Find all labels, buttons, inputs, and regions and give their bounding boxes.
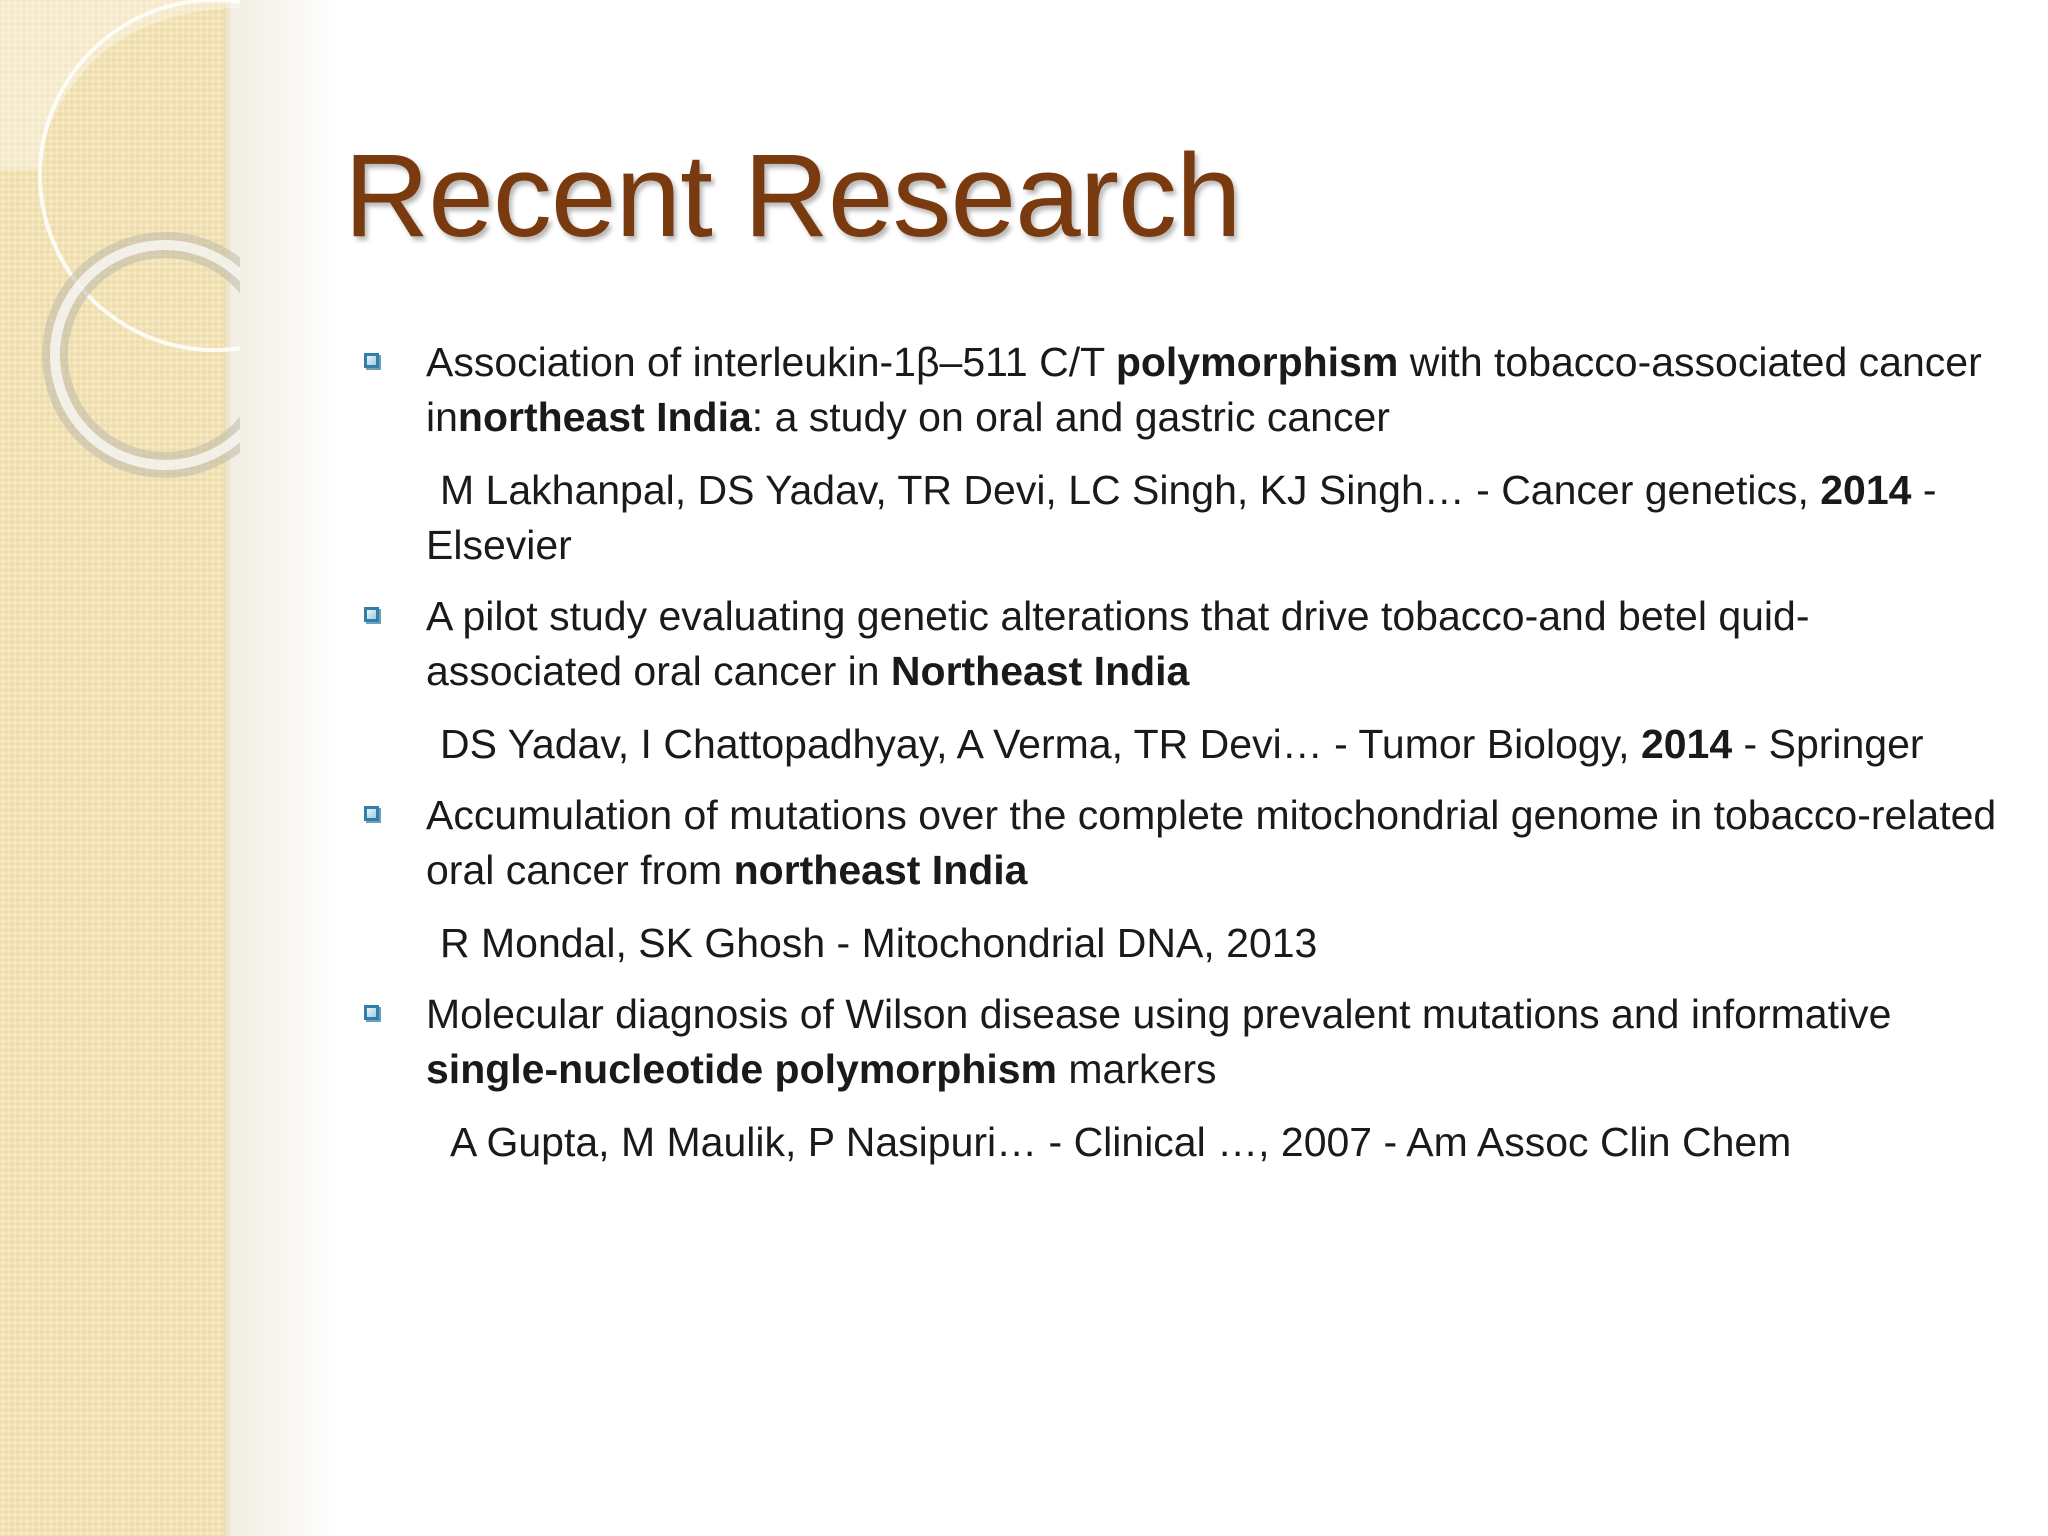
- square-bullet-icon: [364, 607, 379, 622]
- list-item: [360, 589, 2000, 772]
- page-title: Recent Research: [344, 130, 1241, 262]
- list-item: [360, 987, 2000, 1170]
- paper-title: Molecular diagnosis of Wilson disease using prevalent mutations and informative single-nucleotide polymorphism markers: [426, 991, 1892, 1092]
- paper-authors: DS Yadav, I Chattopadhyay, A Verma, TR Devi… - Tumor Biology, 2014 - Springer: [440, 721, 1924, 767]
- paper-authors: M Lakhanpal, DS Yadav, TR Devi, LC Singh, KJ Singh… - Cancer genetics, 2014 - Elsevier: [426, 467, 1937, 568]
- square-bullet-icon: [364, 353, 379, 368]
- decorative-rings-icon: [0, 0, 240, 520]
- list-item: [360, 335, 2000, 573]
- paper-title: A pilot study evaluating genetic alterations that drive tobacco-and betel quid-associated oral cancer in Northeast India: [426, 593, 1810, 694]
- paper-authors: R Mondal, SK Ghosh - Mitochondrial DNA, 2013: [440, 920, 1318, 966]
- research-list: [360, 335, 2000, 1186]
- paper-title: Association of interleukin-1β–511 C/T polymorphism with tobacco-associated cancer innortheast India: a study on oral and gastric cancer: [426, 339, 1982, 440]
- paper-title: Accumulation of mutations over the complete mitochondrial genome in tobacco-related oral cancer from northeast India: [426, 792, 1997, 893]
- side-band-shadow: [228, 0, 338, 1536]
- paper-authors: A Gupta, M Maulik, P Nasipuri… - Clinical …, 2007 - Am Assoc Clin Chem: [450, 1119, 1792, 1165]
- square-bullet-icon: [364, 806, 379, 821]
- square-bullet-icon: [364, 1005, 379, 1020]
- list-item: [360, 788, 2000, 971]
